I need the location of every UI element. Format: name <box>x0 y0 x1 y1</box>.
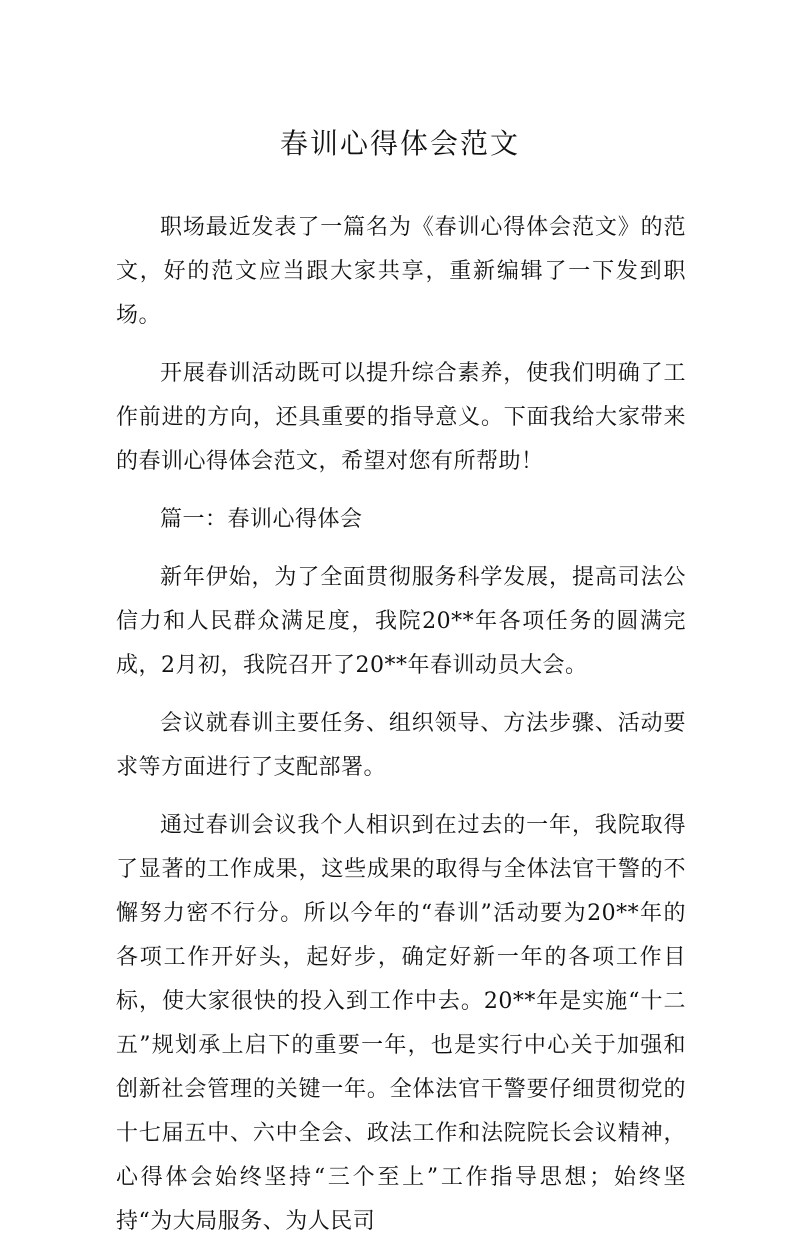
document-body <box>116 206 686 1244</box>
paragraph-purpose: 开展春训活动既可以提升综合素养，使我们明确了工作前进的方向，还具重要的指导意义。下面我给大家带来的春训心得体会范文，希望对您有所帮助！ <box>116 361 686 474</box>
paragraph-new-year: 新年伊始，为了全面贯彻服务科学发展，提高司法公信力和人民群众满足度，我院20**年各项任务的圆满完成，2月初，我院召开了20**年春训动员大会。 <box>116 565 686 678</box>
document-title: 春训心得体会范文 <box>279 127 520 160</box>
section-heading: 篇一：春训心得体会 <box>160 507 363 532</box>
paragraph-meeting: 会议就春训主要任务、组织领导、方法步骤、活动要求等方面进行了支配部署。 <box>116 711 686 780</box>
paragraph-intro: 职场最近发表了一篇名为《春训心得体会范文》的范文，好的范文应当跟大家共享，重新编辑了一下发到职场。 <box>116 215 686 328</box>
paragraph-reflection: 通过春训会议我个人相识到在过去的一年，我院取得了显著的工作成果，这些成果的取得与全体法官干警的不懈努力密不行分。所以今年的“春训”活动要为20**年的各项工作开好头，起好步，确定好新一年的各项工作目标，使大家很快的投入到工作中去。20**年是实施“十二五”规划承上启下的重要一年，也是实行中心关于加强和创新社会管理的关键一年。全体法官干警要仔细贯彻党的十七届五中、六中全会、政法工作和法院院长会议精神，心得体会始终坚持“三个至上”工作指导思想；始终坚持“为大局服务、为人民司 <box>116 813 686 1234</box>
